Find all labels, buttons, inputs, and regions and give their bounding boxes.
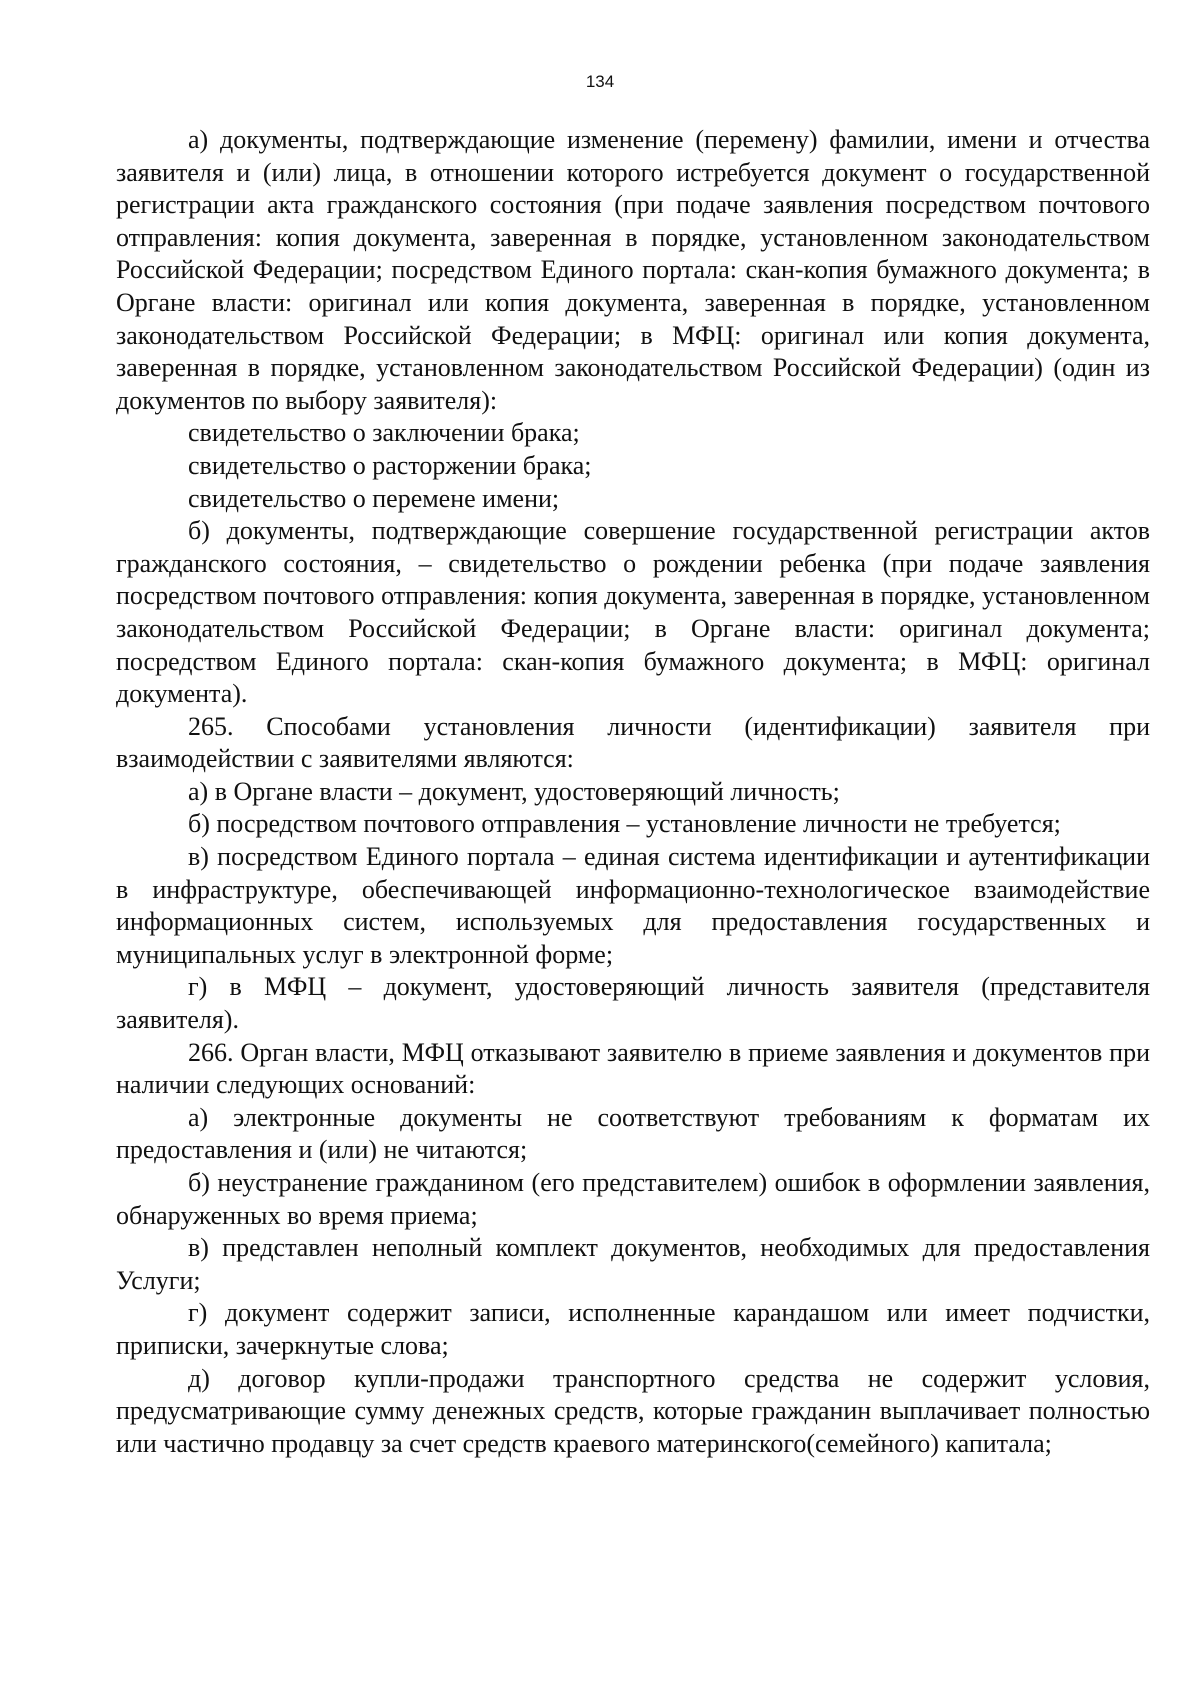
document-body	[116, 124, 1150, 1460]
paragraph: свидетельство о перемене имени;	[188, 483, 560, 513]
paragraph: д) договор купли-продажи транспортного средства не содержит условия, предусматривающие сумму денежных средств, которые гражданин выплачивает полностью или частично продавцу за счет средств краевого материнского(семейного) капитала;	[116, 1363, 1150, 1458]
paragraph: свидетельство о заключении брака;	[188, 418, 580, 448]
paragraph: в) представлен неполный комплект документов, необходимых для предоставления Услуги;	[116, 1233, 1150, 1295]
paragraph: а) документы, подтверждающие изменение (перемену) фамилии, имени и отчества заявителя и (или) лица, в отношении которого истребуется документ о государственной регистрации акта гражданского состояния (при подаче заявления посредством почтового отправления: копия документа, заверенная в порядке, установленном законодательством Российской Федерации; посредством Единого портала: скан-копия бумажного документа; в Органе власти: оригинал или копия документа, заверенная в порядке, установленном законодательством Российской Федерации; в МФЦ: оригинал или копия документа, заверенная в порядке, установленном законодательством Российской Федерации) (один из документов по выбору заявителя):	[116, 125, 1150, 415]
paragraph: б) документы, подтверждающие совершение государственной регистрации актов гражданского состояния, – свидетельство о рождении ребенка (при подаче заявления посредством почтового отправления: копия документа, заверенная в порядке, установленном законодательством Российской Федерации; в Органе власти: оригинал документа; посредством Единого портала: скан-копия бумажного документа; в МФЦ: оригинал документа).	[116, 516, 1150, 709]
paragraph: 265. Способами установления личности (идентификации) заявителя при взаимодействии с заявителями являются:	[116, 711, 1150, 774]
paragraph: б) посредством почтового отправления – установление личности не требуется;	[188, 809, 1061, 839]
paragraph: б) неустранение гражданином (его представителем) ошибок в оформлении заявления, обнаруженных во время приема;	[116, 1168, 1150, 1230]
paragraph: 266. Орган власти, МФЦ отказывают заявителю в приеме заявления и документов при наличии следующих оснований:	[116, 1037, 1150, 1100]
paragraph: а) в Органе власти – документ, удостоверяющий личность;	[188, 776, 840, 806]
page-number: 134	[585, 72, 615, 91]
paragraph: г) в МФЦ – документ, удостоверяющий личность заявителя (представителя заявителя).	[116, 972, 1150, 1035]
paragraph: а) электронные документы не соответствуют требованиям к форматам их предоставления и (или) не читаются;	[116, 1102, 1150, 1165]
paragraph: г) документ содержит записи, исполненные карандашом или имеет подчистки, приписки, зачеркнутые слова;	[116, 1298, 1150, 1360]
paragraph: в) посредством Единого портала – единая система идентификации и аутентификации в инфраструктуре, обеспечивающей информационно-технологическое взаимодействие информационных систем, используемых для предоставления государственных и муниципальных услуг в электронной форме;	[116, 842, 1150, 969]
paragraph: свидетельство о расторжении брака;	[188, 450, 592, 480]
